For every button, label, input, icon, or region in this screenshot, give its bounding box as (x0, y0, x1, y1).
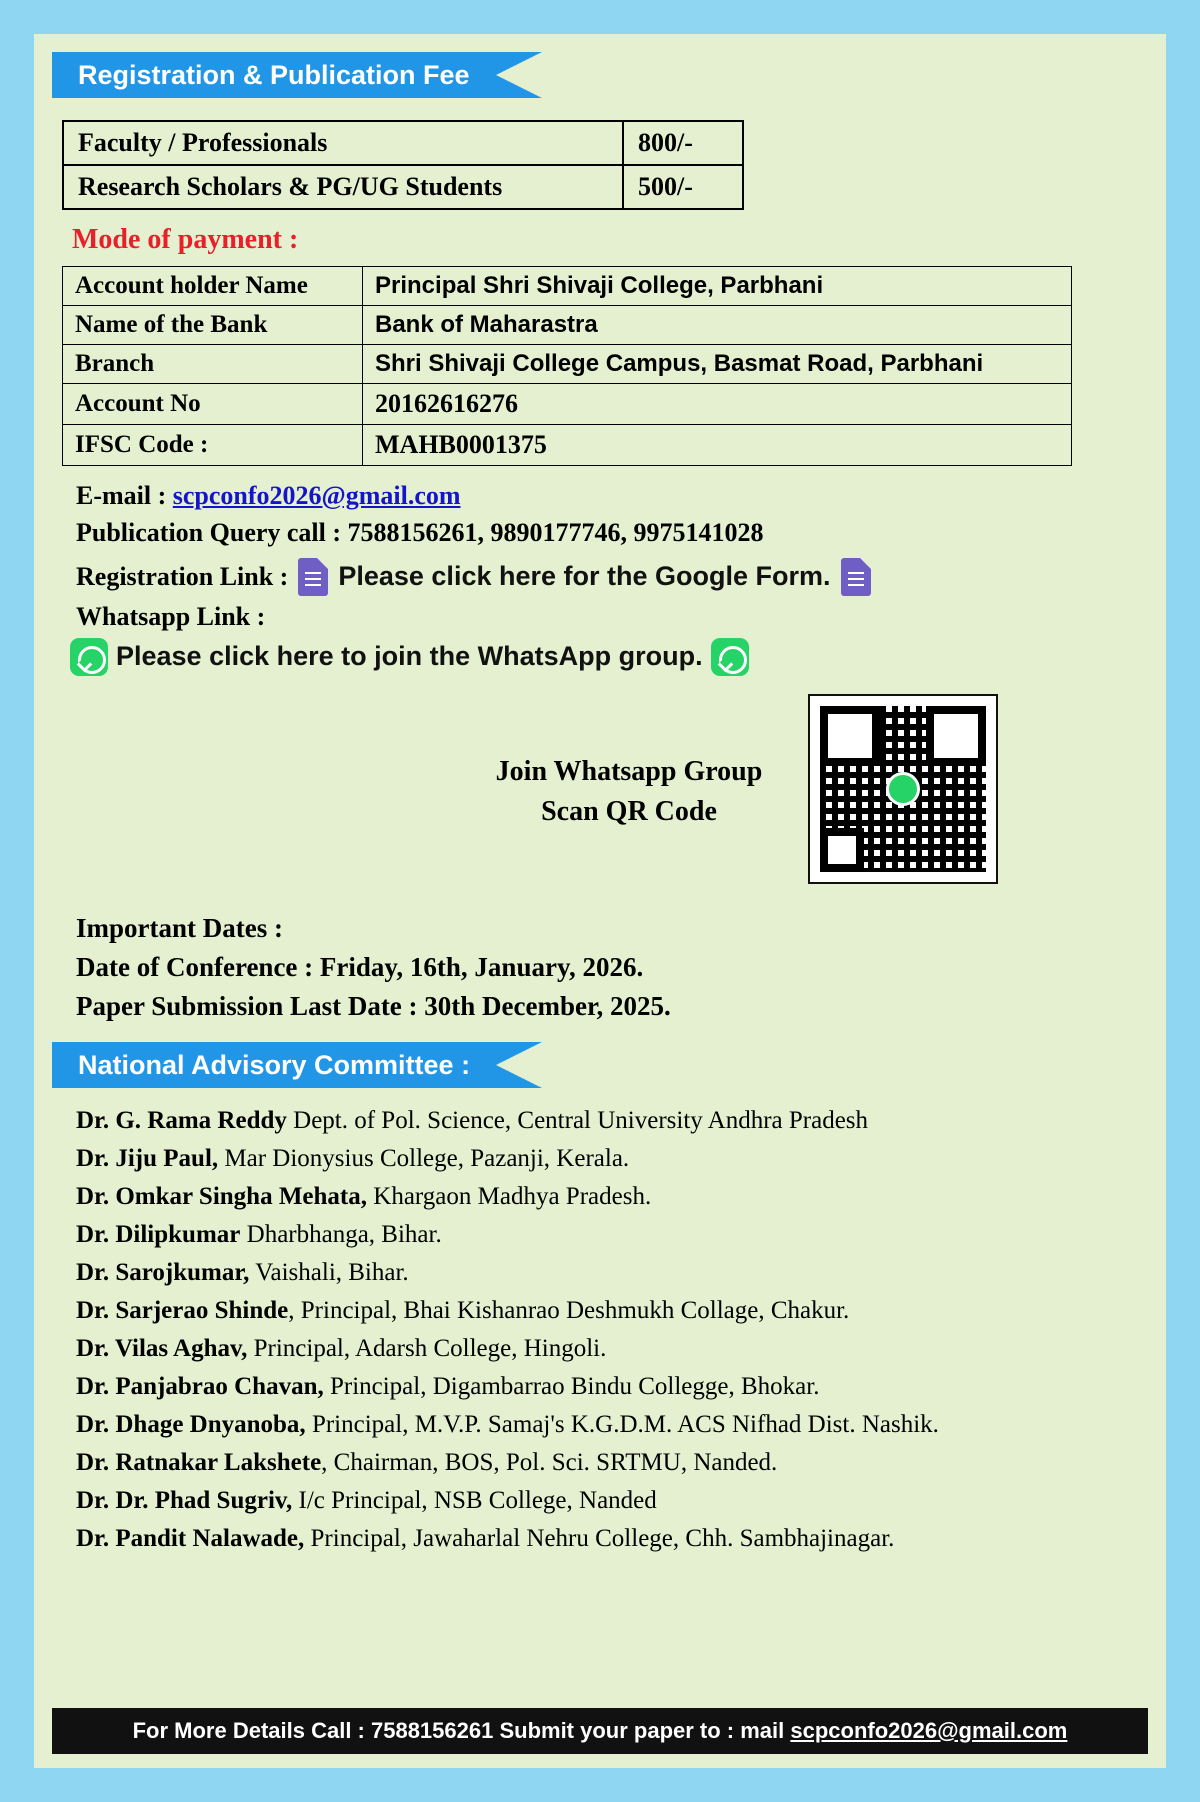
member-detail: Principal, M.V.P. Samaj's K.G.D.M. ACS Nifhad Dist. Nashik. (305, 1411, 939, 1439)
registration-link-label: Registration Link : (76, 561, 289, 591)
member-detail: I/c Principal, NSB College, Nanded (292, 1487, 657, 1515)
bank-key: Account No (63, 384, 363, 425)
list-item (76, 1330, 1166, 1368)
qr-caption-line2: Scan QR Code (541, 796, 717, 828)
bank-key: Name of the Bank (63, 306, 363, 345)
member-detail: Dept. of Pol. Science, Central University Andhra Pradesh (286, 1107, 869, 1135)
member-detail: Principal, Adarsh College, Hingoli. (247, 1335, 607, 1363)
list-item (76, 1140, 1166, 1178)
member-name: Dr. Ratnakar Lakshete (76, 1449, 322, 1477)
email-link[interactable]: scpconfo2026@gmail.com (172, 481, 461, 510)
list-item (76, 1368, 1166, 1406)
footer-bar (52, 1708, 1148, 1754)
member-name: Dr. Sarojkumar, (76, 1259, 250, 1287)
whatsapp-icon[interactable] (711, 638, 749, 676)
whatsapp-group-link[interactable]: Please click here to join the WhatsApp group. (116, 641, 703, 672)
fee-table (62, 120, 744, 210)
footer-text: For More Details Call : 7588156261 Submit your paper to : mail (132, 1718, 791, 1743)
bank-key: Account holder Name (63, 267, 363, 306)
qr-code-image (820, 706, 986, 872)
table-row (63, 384, 1072, 425)
fee-amount: 500/- (623, 165, 743, 209)
list-item (76, 1254, 1166, 1292)
member-name: Dr. Dilipkumar (76, 1221, 241, 1249)
important-dates-heading: Important Dates : (76, 912, 283, 943)
member-name: Dr. Jiju Paul, (76, 1145, 219, 1173)
member-name: Dr. Vilas Aghav, (76, 1335, 248, 1363)
list-item (76, 1216, 1166, 1254)
registration-link-row (76, 558, 1166, 596)
submission-date: Paper Submission Last Date : 30th December, 2025. (76, 991, 671, 1022)
mode-of-payment-label: Mode of payment : (72, 224, 299, 255)
flyer-page (34, 34, 1166, 1768)
fee-amount: 800/- (623, 121, 743, 165)
table-row (63, 345, 1072, 384)
fee-heading-wrap (34, 52, 1166, 98)
google-form-link[interactable]: Please click here for the Google Form. (338, 561, 831, 592)
fee-section-heading: Registration & Publication Fee (52, 52, 496, 98)
bank-value: Principal Shri Shivaji College, Parbhani (363, 267, 1072, 306)
footer-email[interactable]: scpconfo2026@gmail.com (790, 1718, 1068, 1743)
list-item (76, 1292, 1166, 1330)
bank-key: IFSC Code : (63, 425, 363, 466)
member-name: Dr. Omkar Singha Mehata, (76, 1183, 368, 1211)
list-item (76, 1178, 1166, 1216)
whatsapp-link-label: Whatsapp Link : (76, 601, 266, 631)
whatsapp-icon[interactable] (70, 638, 108, 676)
committee-list (76, 1102, 1166, 1558)
member-name: Dr. Pandit Nalawade, (76, 1525, 305, 1553)
email-label: E-mail : (76, 481, 167, 510)
committee-heading-wrap (34, 1042, 1166, 1088)
bank-value: Bank of Maharastra (363, 306, 1072, 345)
whatsapp-link-row (62, 638, 1166, 676)
member-detail: , Principal, Bhai Kishanrao Deshmukh Collage, Chakur. (288, 1297, 850, 1325)
table-row (63, 306, 1072, 345)
publication-query-row: Publication Query call : 7588156261, 9890177746, 9975141028 (76, 517, 764, 547)
google-form-icon[interactable] (298, 558, 328, 596)
list-item (76, 1482, 1166, 1520)
fee-label: Research Scholars & PG/UG Students (63, 165, 623, 209)
member-name: Dr. Sarjerao Shinde (76, 1297, 289, 1325)
conference-date: Date of Conference : Friday, 16th, January, 2026. (76, 951, 644, 982)
qr-code-box[interactable] (808, 694, 998, 884)
table-row (63, 165, 743, 209)
bank-value: MAHB0001375 (363, 425, 1072, 466)
google-form-icon[interactable] (841, 558, 871, 596)
member-name: Dr. Panjabrao Chavan, (76, 1373, 324, 1401)
table-row (63, 425, 1072, 466)
list-item (76, 1444, 1166, 1482)
bank-details-table (62, 266, 1072, 466)
member-detail: Khargaon Madhya Pradesh. (367, 1183, 652, 1211)
qr-finder-icon (820, 828, 864, 872)
qr-caption-line1: Join Whatsapp Group (495, 755, 763, 787)
list-item (76, 1520, 1166, 1558)
member-detail: Mar Dionysius College, Pazanji, Kerala. (218, 1145, 630, 1173)
member-detail: Principal, Digambarrao Bindu Collegge, Bhokar. (323, 1373, 820, 1401)
email-row (76, 478, 1166, 515)
bank-value: 20162616276 (363, 384, 1072, 425)
list-item (76, 1102, 1166, 1140)
whatsapp-icon (886, 772, 920, 806)
qr-area (34, 694, 1166, 909)
member-detail: Vaishali, Bihar. (249, 1259, 409, 1287)
member-name: Dr. Dr. Phad Sugriv, (76, 1487, 293, 1515)
member-name: Dr. G. Rama Reddy (76, 1107, 287, 1135)
committee-section-heading: National Advisory Committee : (52, 1042, 496, 1088)
member-detail: , Chairman, BOS, Pol. Sci. SRTMU, Nanded. (321, 1449, 778, 1477)
list-item (76, 1406, 1166, 1444)
member-detail: Dharbhanga, Bihar. (240, 1221, 442, 1249)
important-dates-block (76, 909, 1166, 1026)
table-row (63, 121, 743, 165)
bank-value: Shri Shivaji College Campus, Basmat Road, Parbhani (363, 345, 1072, 384)
member-detail: Principal, Jawaharlal Nehru College, Chh. Sambhajinagar. (304, 1525, 895, 1553)
whatsapp-link-label-row (76, 602, 1166, 632)
qr-caption (464, 752, 794, 833)
member-name: Dr. Dhage Dnyanoba, (76, 1411, 306, 1439)
fee-label: Faculty / Professionals (63, 121, 623, 165)
table-row (63, 267, 1072, 306)
contact-block (76, 478, 1166, 552)
bank-key: Branch (63, 345, 363, 384)
